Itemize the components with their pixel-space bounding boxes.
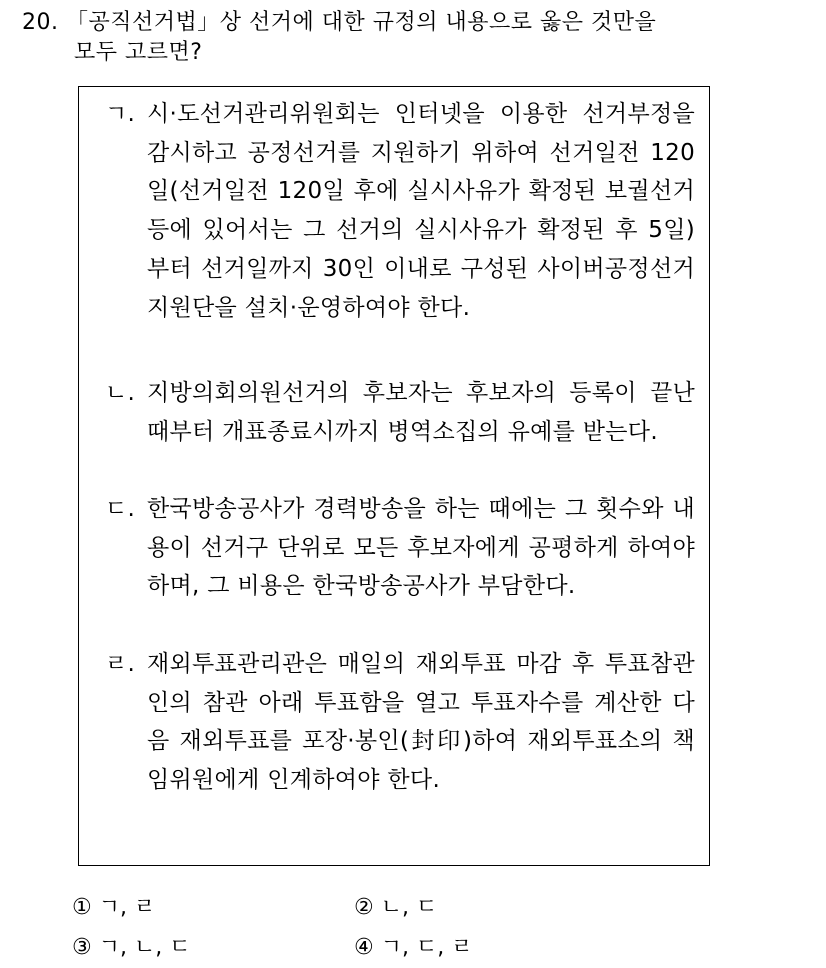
statement-box (78, 86, 710, 866)
statement-text: 지방의회의원선거의 후보자는 후보자의 등록이 끝난 때부터 개표종료시까지 병역소집의 유예를 받는다. (147, 380, 695, 445)
choice-text: ㄱ, ㄷ, ㄹ (380, 935, 473, 960)
choice-3[interactable] (72, 928, 190, 968)
choice-text: ㄱ, ㄴ, ㄷ (98, 935, 191, 960)
statement-item-rieul (105, 645, 695, 800)
choice-marker: ① (72, 895, 92, 920)
statement-item-digeut (105, 490, 695, 606)
question-number: 20. (22, 10, 59, 35)
question-text-line1: 「공직선거법」상 선거에 대한 규정의 내용으로 옳은 것만을 (66, 10, 657, 35)
choice-marker: ② (354, 895, 374, 920)
question-stem (22, 8, 812, 68)
statement-text: 시·도선거관리위원회는 인터넷을 이용한 선거부정을 감시하고 공정선거를 지원하기 위하여 선거일전 120일(선거일전 120일 후에 실시사유가 확정된 보궐선거등에 있어서는 그 선거의 실시사유가 확정된 후 5일)부터 선거일까지 30인 이내로 구성된 사이버공정선거지원단을 설치·운영하여야 한다. (147, 101, 695, 321)
statement-label: ㄱ. (105, 101, 136, 127)
statement-text: 재외투표관리관은 매일의 재외투표 마감 후 투표참관인의 참관 아래 투표함을 열고 투표자수를 계산한 다음 재외투표를 포장·봉인(封印)하여 재외투표소의 책임위원에게 인계하여야 한다. (147, 651, 695, 794)
statement-text: 한국방송공사가 경력방송을 하는 때에는 그 횟수와 내용이 선거구 단위로 모든 후보자에게 공평하게 하여야 하며, 그 비용은 한국방송공사가 부담한다. (147, 496, 695, 600)
choice-text: ㄱ, ㄹ (98, 895, 156, 920)
statement-item-giyeok (105, 95, 695, 327)
choice-4[interactable] (354, 928, 472, 968)
choice-2[interactable] (354, 888, 437, 928)
choice-1[interactable] (72, 888, 155, 928)
statement-item-nieun (105, 374, 695, 451)
choice-marker: ④ (354, 935, 374, 960)
question-text-line2: 모두 고르면? (74, 40, 203, 65)
choice-text: ㄴ, ㄷ (380, 895, 438, 920)
statement-label: ㄷ. (105, 496, 136, 522)
statement-label: ㄹ. (105, 651, 136, 677)
statement-label: ㄴ. (105, 380, 136, 406)
choice-marker: ③ (72, 935, 92, 960)
